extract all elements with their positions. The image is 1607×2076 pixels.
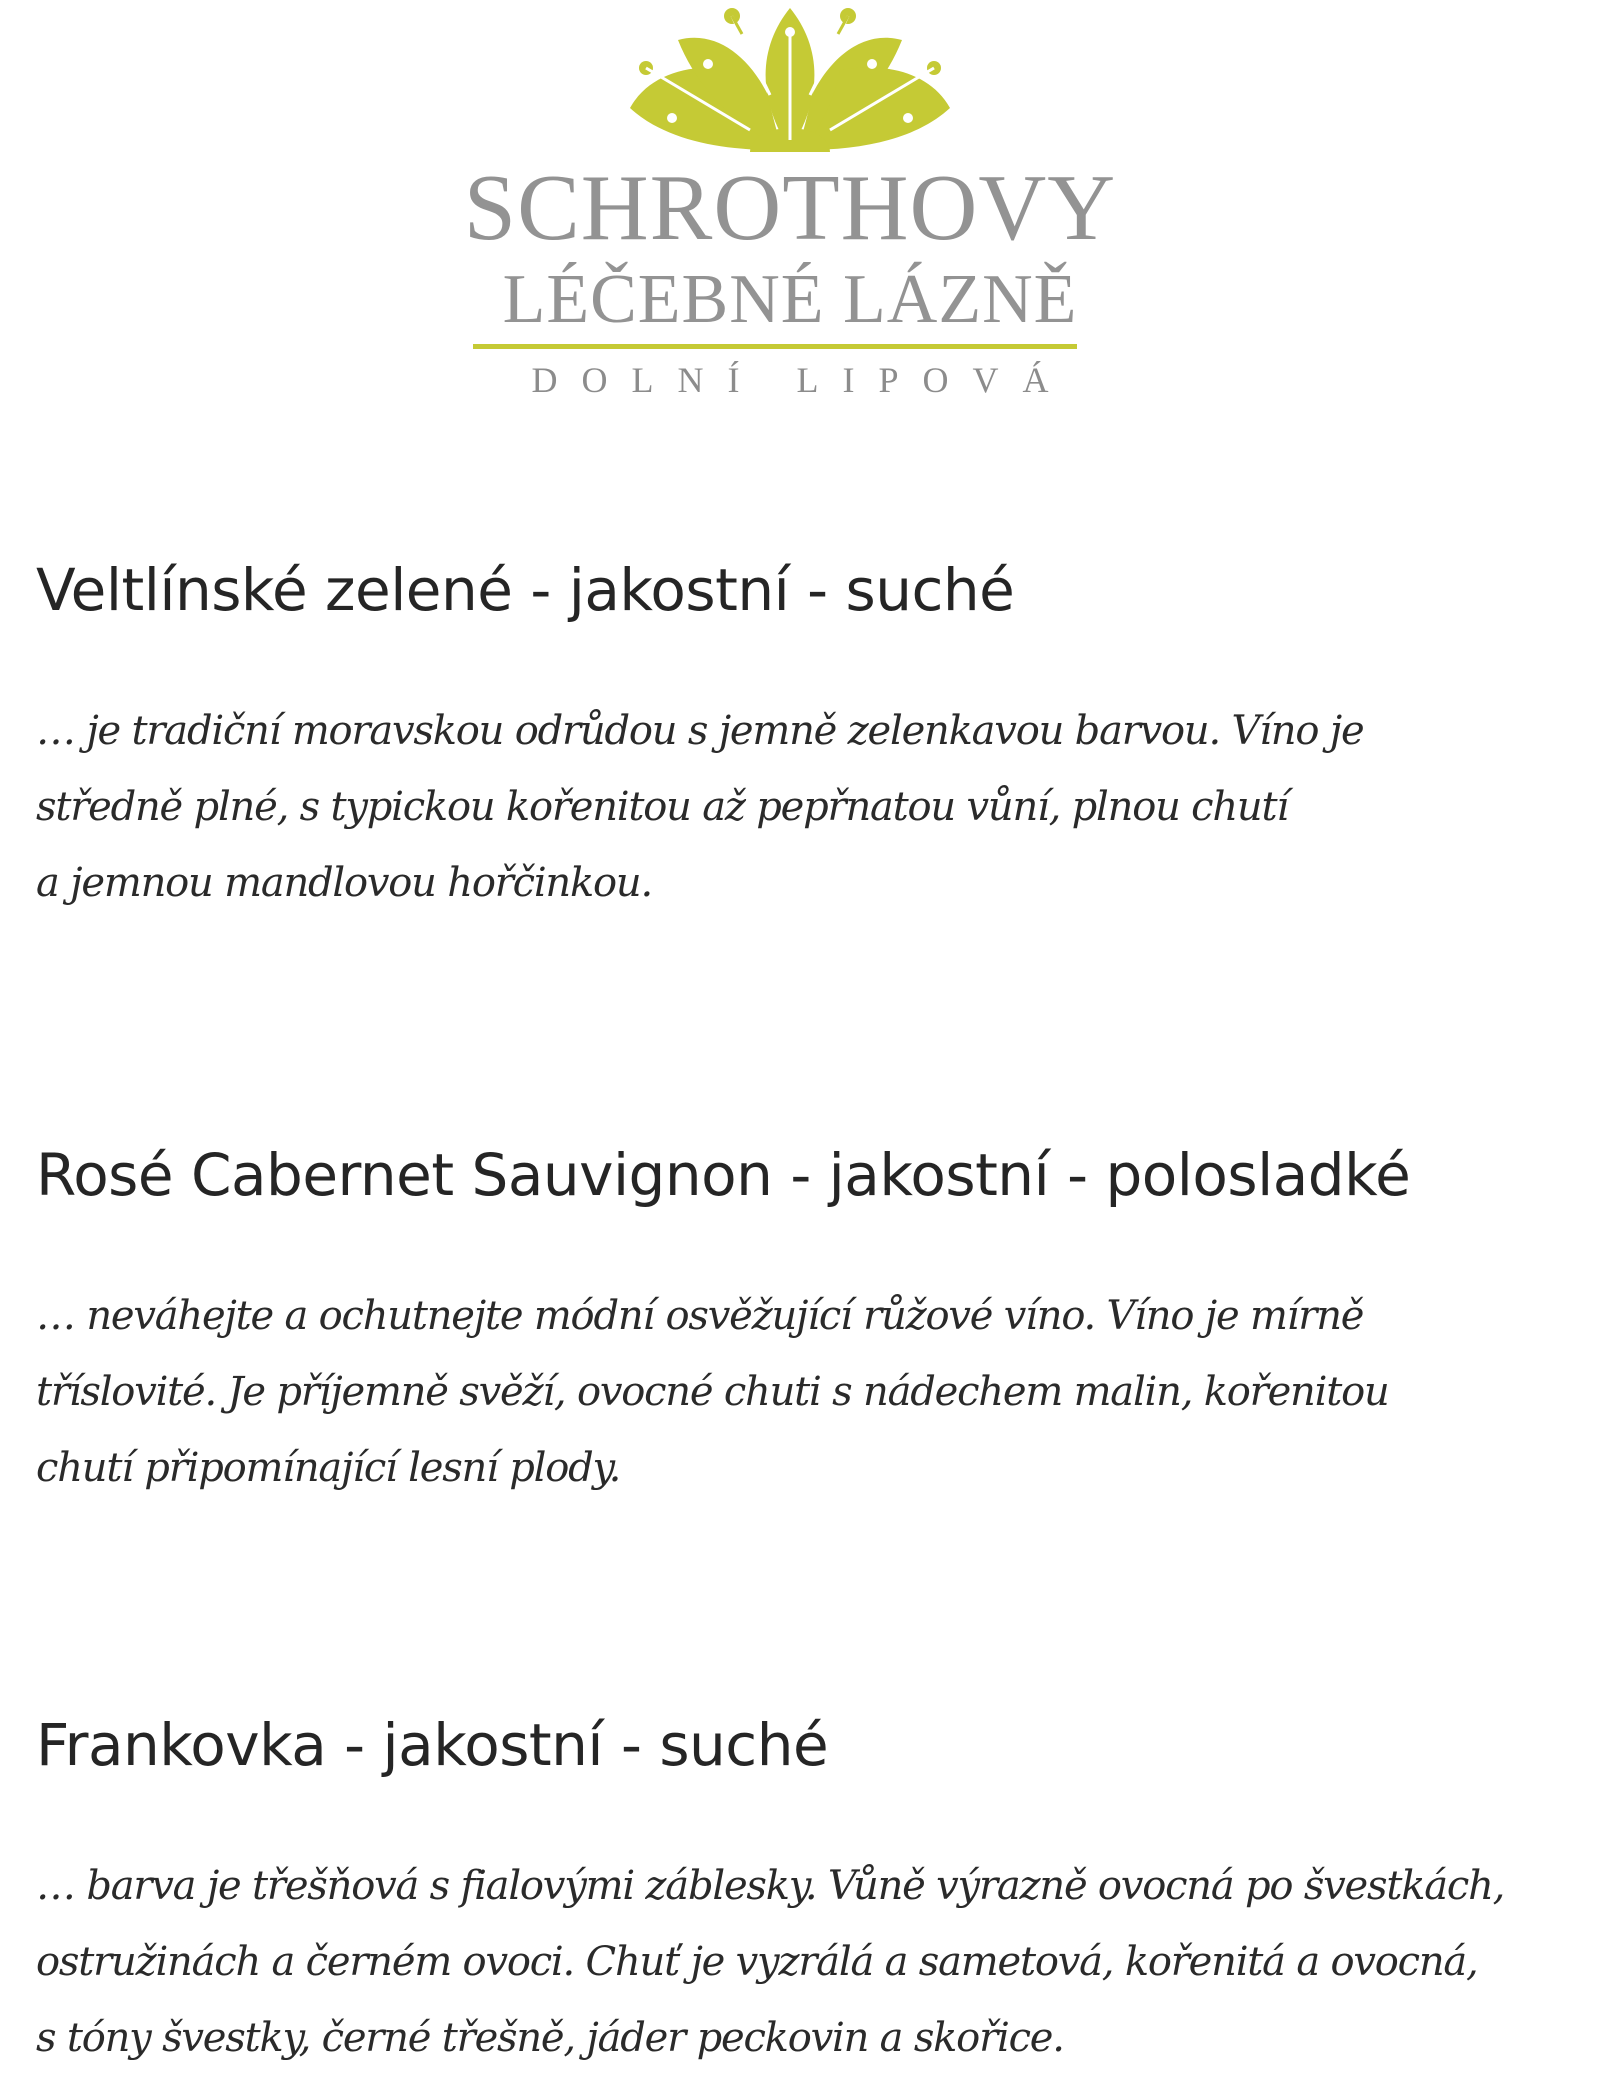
wine-description-line: … barva je třešňová s fialovými záblesky. Vůně výrazně ovocná po švestkách, (36, 1863, 1505, 1909)
wine-entry (36, 1710, 1576, 2061)
wine-description-line: s tóny švestky, černé třešně, jáder peckovin a skořice. (36, 2015, 1064, 2061)
wine-name: Frankovka - jakostní - suché (36, 1711, 829, 1779)
logo-location: DOLNÍ LIPOVÁ (531, 360, 1073, 400)
wine-description (36, 1278, 1576, 1506)
wine-description-line: … neváhejte a ochutnejte módní osvěžující růžové víno. Víno je mírně (36, 1293, 1364, 1339)
wine-description-line: a jemnou mandlovou hořčinkou. (36, 860, 652, 906)
wine-name: Veltlínské zelené - jakostní - suché (36, 556, 1015, 624)
wine-name: Rosé Cabernet Sauvignon - jakostní - polosladké (36, 1141, 1411, 1209)
logo-subtitle: LÉČEBNÉ LÁZNĚ (502, 261, 1078, 338)
wine-description-line: ostružinách a černém ovoci. Chuť je vyzrálá a sametová, kořenitá a ovocná, (36, 1939, 1478, 1985)
wine-description-line: středně plné, s typickou kořenitou až pepřnatou vůní, plnou chutí (36, 784, 1288, 830)
wine-description-line: chutí připomínající lesní plody. (36, 1445, 621, 1491)
wine-entry (36, 555, 1576, 906)
spa-logo (440, 0, 1140, 410)
lotus-flower-icon (620, 0, 960, 160)
wine-description-line: tříslovité. Je příjemně svěží, ovocné chuti s nádechem malin, kořenitou (36, 1369, 1389, 1415)
wine-description (36, 1848, 1576, 2076)
logo-title: SCHROTHOVY (463, 156, 1117, 260)
wine-description (36, 693, 1576, 921)
logo-divider (473, 344, 1077, 349)
wine-entry (36, 1140, 1576, 1491)
wine-description-line: … je tradiční moravskou odrůdou s jemně zelenkavou barvou. Víno je (36, 708, 1364, 754)
